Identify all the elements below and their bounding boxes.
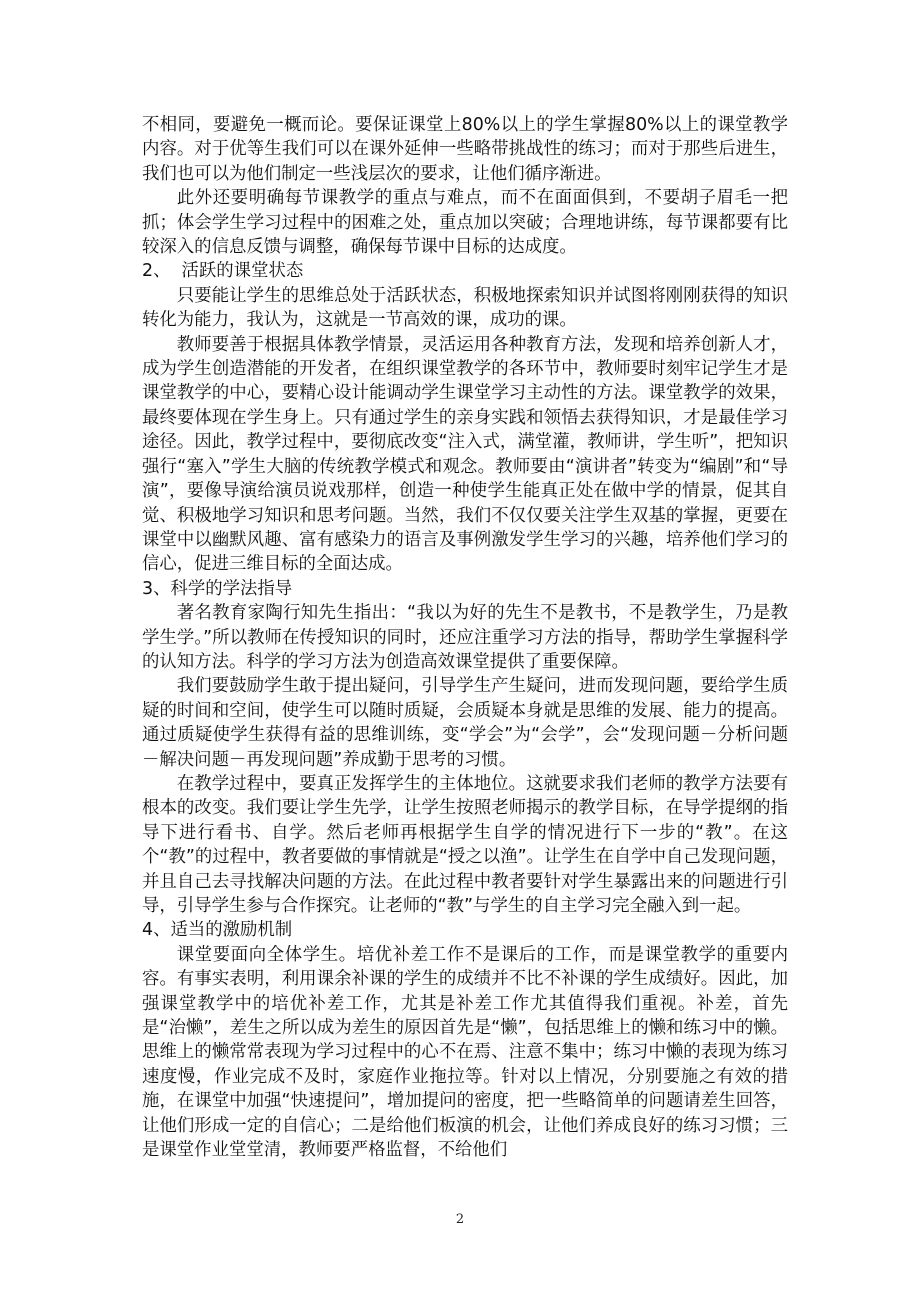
paragraph: 不相同，要避免一概而论。要保证课堂上80%以上的学生掌握80%以上的课堂教学内容。对于优等生我们可以在课外延伸一些略带挑战性的练习；而对于那些后进生，我们也可以为他们制定一些浅层次的要求，让他们循序渐进。 — [142, 115, 788, 184]
paragraph: 此外还要明确每节课教学的重点与难点，而不在面面俱到，不要胡子眉毛一把抓；体会学生学习过程中的困难之处，重点加以突破；合理地讲练，每节课都要有比较深入的信息反馈与调整，确保每节课中目标的达成度。 — [142, 188, 788, 258]
page-number: 2 — [455, 1212, 465, 1227]
paragraph: 我们要鼓励学生敢于提出疑问，引导学生产生疑问，进而发现问题，要给学生质疑的时间和空间，使学生可以随时质疑，会质疑本身就是思维的发展、能力的提高。通过质疑使学生获得有益的思维训练，变“学会”为“会学”，会“发现问题－分析问题－解决问题－再发现问题”养成勤于思考的习惯。 — [142, 676, 788, 770]
paragraph: 著名教育家陶行知先生指出：“我以为好的先生不是教书，不是教学生，乃是教学生学。”所以教师在传授知识的同时，还应注重学习方法的指导，帮助学生掌握科学的认知方法。科学的学习方法为创造高效课堂提供了重要保障。 — [142, 603, 788, 672]
paragraph: 课堂要面向全体学生。培优补差工作不是课后的工作，而是课堂教学的重要内容。有事实表明，利用课余补课的学生的成绩并不比不补课的学生成绩好。因此，加强课堂教学中的培优补差工作，尤其是补差工作尤其值得我们重视。补差，首先是“治懒”，差生之所以成为差生的原因首先是“懒”，包括思维上的懒和练习中的懒。思维上的懒常常表现为学习过程中的心不在焉、注意不集中；练习中懒的表现为练习速度慢，作业完成不及时，家庭作业拖拉等。针对以上情况，分别要施之有效的措施，在课堂中加强“快速提问”，增加提问的密度，把一些略简单的问题请差生回答，让他们形成一定的自信心；二是给他们板演的机会，让他们养成良好的练习习惯；三是课堂作业堂堂清，教师要严格监督，不给他们 — [142, 944, 788, 1161]
paragraph: 只要能让学生的思维总处于活跃状态，积极地探索知识并试图将刚刚获得的知识转化为能力，我认为，这就是一节高效的课，成功的课。 — [142, 285, 788, 331]
section-heading: 2、 活跃的课堂状态 — [142, 261, 304, 282]
paragraph: 在教学过程中，要真正发挥学生的主体地位。这就要求我们老师的教学方法要有根本的改变。我们要让学生先学，让学生按照老师揭示的教学目标，在导学提纲的指导下进行看书、自学。然后老师再根据学生自学的情况进行下一步的“教”。在这个“教”的过程中，教者要做的事情就是“授之以渔”。让学生在自学中自己发现问题，并且自己去寻找解决问题的方法。在此过程中教者要针对学生暴露出来的问题进行引导，引导学生参与合作探究。让老师的“教”与学生的自主学习完全融入到一起。 — [142, 773, 788, 916]
document-body — [142, 113, 788, 1162]
section-heading: 4、适当的激励机制 — [142, 920, 293, 941]
paragraph: 教师要善于根据具体教学情景，灵活运用各种教育方法，发现和培养创新人才，成为学生创造潜能的开发者，在组织课堂教学的各环节中，教师要时刻牢记学生才是课堂教学的中心，要精心设计能调动学生课堂学习主动性的方法。课堂教学的效果，最终要体现在学生身上。只有通过学生的亲身实践和领悟去获得知识，才是最佳学习途径。因此，教学过程中，要彻底改变“注入式，满堂灌，教师讲，学生听”，把知识强行“塞入”学生大脑的传统教学模式和观念。教师要由“演讲者”转变为“编剧”和“导演”，要像导演给演员说戏那样，创造一种使学生能真正处在做中学的情景，促其自觉、积极地学习知识和思考问题。当然，我们不仅仅要关注学生双基的掌握，更要在课堂中以幽默风趣、富有感染力的语言及事例激发学生学习的兴趣，培养他们学习的信心，促进三维目标的全面达成。 — [142, 334, 788, 575]
section-heading: 3、科学的学法指导 — [142, 578, 293, 599]
